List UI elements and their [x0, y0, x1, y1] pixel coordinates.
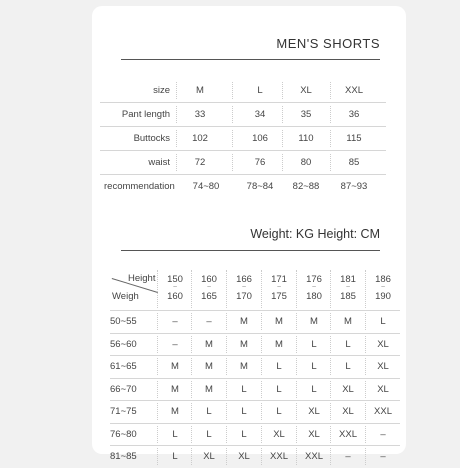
column-divider — [157, 313, 158, 330]
column-divider — [330, 106, 331, 123]
height-from: 150 — [167, 274, 183, 285]
height-to: 190 — [375, 291, 391, 302]
table-cell: M — [171, 406, 179, 417]
table-cell: M — [171, 361, 179, 372]
height-from: 181 — [340, 274, 356, 285]
column-divider — [330, 403, 331, 420]
height-to: 170 — [236, 291, 252, 302]
table-row — [110, 424, 400, 447]
range-dash: ~ — [380, 284, 386, 291]
table-cell: XXL — [305, 451, 323, 462]
column-divider — [226, 403, 227, 420]
table-cell: M — [171, 383, 179, 395]
table-cell: – — [206, 316, 212, 327]
column-divider — [330, 448, 331, 465]
range-dash: ~ — [311, 284, 317, 291]
column-divider — [261, 403, 262, 420]
table-cell: – — [172, 316, 178, 327]
table-cell: XL — [377, 338, 389, 350]
height-range-header — [366, 274, 400, 302]
range-dash: ~ — [241, 284, 247, 291]
column-divider — [296, 403, 297, 420]
column-divider — [226, 270, 227, 308]
range-dash: ~ — [345, 284, 351, 291]
column-divider — [157, 403, 158, 420]
table-cell: – — [380, 428, 386, 440]
column-divider — [365, 270, 366, 308]
table-cell: L — [380, 316, 386, 327]
column-divider — [157, 426, 158, 443]
column-divider — [157, 381, 158, 398]
column-divider — [232, 106, 233, 123]
column-divider — [191, 381, 192, 398]
range-dash: ~ — [276, 284, 282, 291]
column-divider — [330, 358, 331, 375]
table-cell: XL — [342, 383, 354, 395]
column-divider — [157, 448, 158, 465]
table-cell: M — [275, 338, 283, 350]
height-range-header — [158, 274, 192, 302]
table-cell: L — [276, 361, 282, 372]
column-divider — [261, 270, 262, 308]
table-cell: 78~84 — [246, 181, 274, 192]
column-divider — [296, 358, 297, 375]
table-cell: M — [205, 383, 213, 395]
table-cell: M — [344, 316, 352, 327]
column-divider — [261, 426, 262, 443]
column-divider — [330, 381, 331, 398]
table-cell: 85 — [348, 157, 360, 168]
range-dash: ~ — [172, 284, 178, 291]
table-cell: – — [172, 338, 178, 350]
table-cell: XL — [203, 451, 215, 462]
table-row — [110, 311, 400, 334]
table-cell: L — [345, 338, 351, 350]
table-cell: L — [172, 428, 178, 440]
table-cell: XXL — [270, 451, 288, 462]
height-to: 160 — [167, 291, 183, 302]
table-cell: M — [310, 316, 318, 327]
column-divider — [226, 448, 227, 465]
height-from: 171 — [271, 274, 287, 285]
fit-table — [110, 268, 400, 468]
column-divider — [191, 448, 192, 465]
table-cell: XL — [273, 428, 285, 440]
table-cell: 35 — [300, 109, 312, 120]
weight-range-label: 76~80 — [110, 428, 137, 440]
row-label: Pant length — [121, 109, 170, 120]
table-row — [100, 151, 386, 175]
column-divider — [282, 154, 283, 171]
table-cell: 87~93 — [340, 181, 368, 192]
table-cell: L — [206, 406, 212, 417]
column-divider — [157, 358, 158, 375]
height-to: 175 — [271, 291, 287, 302]
weight-range-label: 50~55 — [110, 316, 137, 327]
column-divider — [365, 403, 366, 420]
column-divider — [282, 106, 283, 123]
column-divider — [191, 426, 192, 443]
table-cell: L — [276, 406, 282, 417]
table-row — [100, 79, 386, 103]
table-cell: L — [241, 428, 247, 440]
table-cell: 36 — [348, 109, 360, 120]
table-cell: L — [311, 361, 317, 372]
table-cell: XL — [300, 85, 312, 96]
height-to: 180 — [306, 291, 322, 302]
table-cell: XL — [308, 406, 320, 417]
column-divider — [282, 82, 283, 99]
range-dash: ~ — [206, 284, 212, 291]
column-divider — [232, 130, 233, 147]
column-divider — [296, 313, 297, 330]
table-cell: XXL — [345, 85, 363, 96]
table-cell: 110 — [298, 133, 314, 144]
table-cell: XL — [342, 406, 354, 417]
table-cell: L — [276, 383, 282, 395]
table-cell: L — [206, 428, 212, 440]
column-divider — [365, 336, 366, 353]
height-range-header — [297, 274, 331, 302]
row-label: waist — [148, 157, 170, 168]
table-cell: M — [240, 316, 248, 327]
table-cell: L — [241, 383, 247, 395]
height-from: 166 — [236, 274, 252, 285]
height-range-header — [331, 274, 365, 302]
weight-range-label: 71~75 — [110, 406, 137, 417]
column-divider — [191, 336, 192, 353]
column-divider — [261, 336, 262, 353]
table-cell: M — [240, 361, 248, 372]
row-label: Buttocks — [133, 133, 170, 144]
column-divider — [176, 130, 177, 147]
column-divider — [232, 154, 233, 171]
column-divider — [330, 270, 331, 308]
column-divider — [176, 82, 177, 99]
table-cell: 102 — [192, 133, 208, 144]
table-cell: L — [241, 406, 247, 417]
height-from: 160 — [201, 274, 217, 285]
title-divider — [121, 59, 380, 60]
table-cell: XL — [377, 361, 389, 372]
table-cell: XL — [238, 451, 250, 462]
column-divider — [176, 154, 177, 171]
table-cell: 72 — [194, 157, 206, 168]
table-cell: 33 — [194, 109, 206, 120]
column-divider — [296, 448, 297, 465]
column-divider — [157, 270, 158, 308]
size-table — [100, 79, 386, 198]
row-label: size — [153, 85, 170, 96]
column-divider — [330, 313, 331, 330]
table-cell: L — [257, 85, 263, 96]
table-cell: 76 — [254, 157, 266, 168]
weight-range-label: 61~65 — [110, 361, 137, 372]
column-divider — [176, 106, 177, 123]
table-cell: M — [205, 361, 213, 372]
table-cell: 82~88 — [292, 181, 320, 192]
height-axis-label: Height — [128, 273, 156, 284]
table-cell: 106 — [252, 133, 268, 144]
table-row — [110, 401, 400, 424]
table-cell: M — [196, 85, 204, 96]
table-cell: L — [311, 383, 317, 395]
height-from: 186 — [375, 274, 391, 285]
subtitle-divider — [121, 250, 380, 251]
table-row — [110, 334, 400, 357]
weight-axis-label: Weigh — [112, 291, 139, 302]
weight-range-label: 81~85 — [110, 451, 137, 462]
table-row — [100, 103, 386, 127]
table-cell: L — [311, 338, 317, 350]
table-cell: – — [380, 451, 386, 462]
column-divider — [330, 336, 331, 353]
column-divider — [226, 336, 227, 353]
column-divider — [261, 358, 262, 375]
table-cell: L — [172, 451, 178, 462]
column-divider — [261, 313, 262, 330]
table-row — [110, 356, 400, 379]
column-divider — [226, 358, 227, 375]
column-divider — [330, 82, 331, 99]
column-divider — [296, 270, 297, 308]
column-divider — [296, 426, 297, 443]
table-row — [110, 446, 400, 468]
height-range-header — [262, 274, 296, 302]
column-divider — [330, 130, 331, 147]
column-divider — [191, 313, 192, 330]
column-divider — [157, 336, 158, 353]
table-cell: 74~80 — [192, 181, 220, 192]
table-cell: XL — [377, 383, 389, 395]
table-cell: 34 — [254, 109, 266, 120]
column-divider — [365, 426, 366, 443]
table-cell: 115 — [346, 133, 362, 144]
height-to: 165 — [201, 291, 217, 302]
height-from: 176 — [306, 274, 322, 285]
page-title: MEN'S SHORTS — [276, 36, 380, 51]
table-cell: XXL — [374, 406, 392, 417]
table-row — [100, 127, 386, 151]
table-header — [110, 268, 400, 311]
column-divider — [226, 313, 227, 330]
table-cell: XL — [308, 428, 320, 440]
weight-range-label: 56~60 — [110, 338, 137, 350]
height-range-header — [227, 274, 261, 302]
column-divider — [191, 270, 192, 308]
column-divider — [296, 336, 297, 353]
column-divider — [282, 130, 283, 147]
table-row — [100, 175, 386, 198]
table-cell: M — [275, 316, 283, 327]
table-cell: 80 — [300, 157, 312, 168]
column-divider — [330, 426, 331, 443]
table-cell: M — [205, 338, 213, 350]
table-row — [110, 379, 400, 402]
column-divider — [226, 381, 227, 398]
column-divider — [330, 154, 331, 171]
column-divider — [232, 82, 233, 99]
height-range-header — [192, 274, 226, 302]
column-divider — [365, 313, 366, 330]
height-to: 185 — [340, 291, 356, 302]
table-cell: XXL — [339, 428, 357, 440]
table-cell: – — [345, 451, 351, 462]
table-cell: L — [345, 361, 351, 372]
column-divider — [261, 381, 262, 398]
column-divider — [365, 358, 366, 375]
column-divider — [296, 381, 297, 398]
column-divider — [261, 448, 262, 465]
units-subtitle: Weight: KG Height: CM — [250, 227, 380, 241]
table-cell: M — [240, 338, 248, 350]
weight-range-label: 66~70 — [110, 383, 137, 395]
column-divider — [191, 358, 192, 375]
column-divider — [226, 426, 227, 443]
row-label: recommendation — [104, 181, 175, 192]
column-divider — [365, 448, 366, 465]
column-divider — [365, 381, 366, 398]
column-divider — [191, 403, 192, 420]
